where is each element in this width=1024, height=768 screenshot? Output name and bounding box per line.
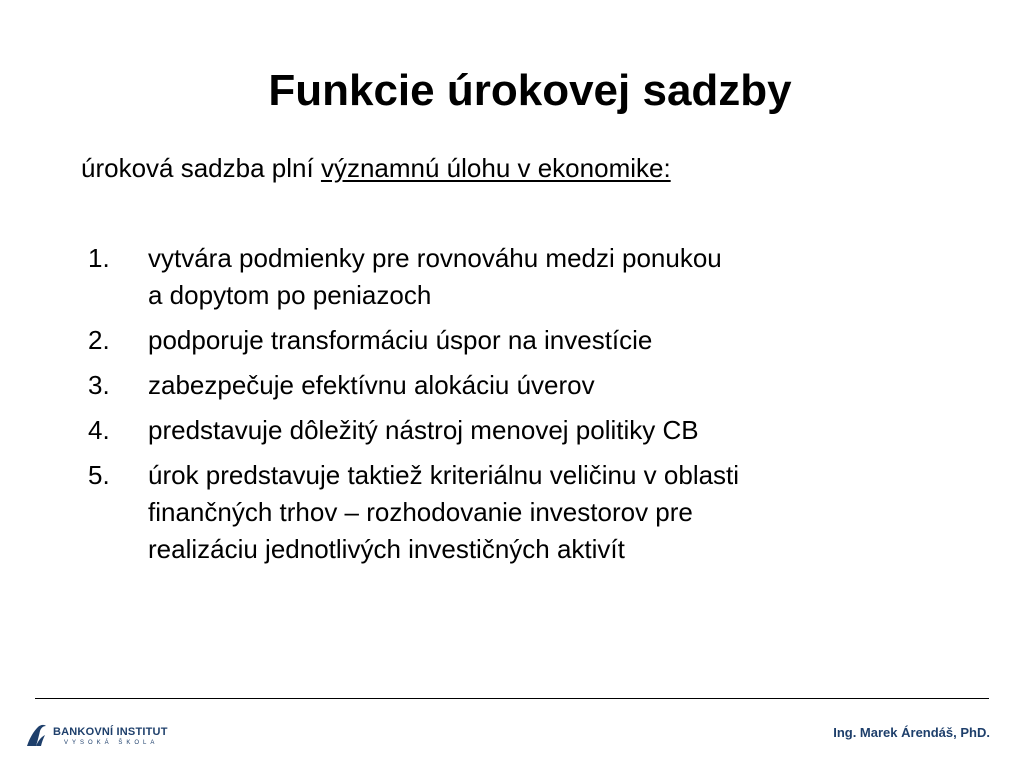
list-item-number: 5. (88, 460, 110, 490)
list-item-line: predstavuje dôležitý nástroj menovej politiky CB (148, 415, 699, 445)
footer-divider (35, 698, 989, 699)
list-item-number: 2. (88, 325, 110, 355)
list-item (88, 367, 968, 404)
list-item-line: a dopytom po peniazoch (148, 280, 432, 310)
list-item (88, 322, 968, 359)
function-list (88, 240, 968, 576)
intro-sentence (81, 153, 671, 184)
logo-name: BANKOVNÍ INSTITUT (53, 726, 168, 738)
list-item (88, 457, 968, 568)
list-item-number: 3. (88, 370, 110, 400)
author-name: Ing. Marek Árendáš, PhD (833, 725, 987, 740)
list-item (88, 240, 968, 314)
list-item-number: 1. (88, 243, 110, 273)
list-item-line: podporuje transformáciu úspor na investície (148, 325, 653, 355)
institute-logo (24, 722, 184, 750)
intro-text: úroková sadzba plní (81, 153, 321, 183)
list-item-line: úrok predstavuje taktiež kriteriálnu veličinu v oblasti (148, 460, 740, 490)
logo-subtitle: VYSOKÁ ŠKOLA (64, 740, 159, 746)
intro-underlined-text: významnú úlohu v ekonomike: (320, 153, 671, 183)
list-item-number: 4. (88, 415, 110, 445)
list-item-line: zabezpečuje efektívnu alokáciu úverov (148, 370, 595, 400)
slide-title: Funkcie úrokovej sadzby (268, 66, 792, 115)
list-item-line: finančných trhov – rozhodovanie investorov pre (148, 497, 693, 527)
author-suffix: . (986, 725, 990, 740)
list-item-line: realizáciu jednotlivých investičných aktivít (148, 534, 625, 564)
list-item-line: vytvára podmienky pre rovnováhu medzi ponukou (148, 243, 722, 273)
swan-logo-icon (24, 722, 50, 748)
list-item (88, 412, 968, 449)
author-credit (833, 725, 990, 740)
